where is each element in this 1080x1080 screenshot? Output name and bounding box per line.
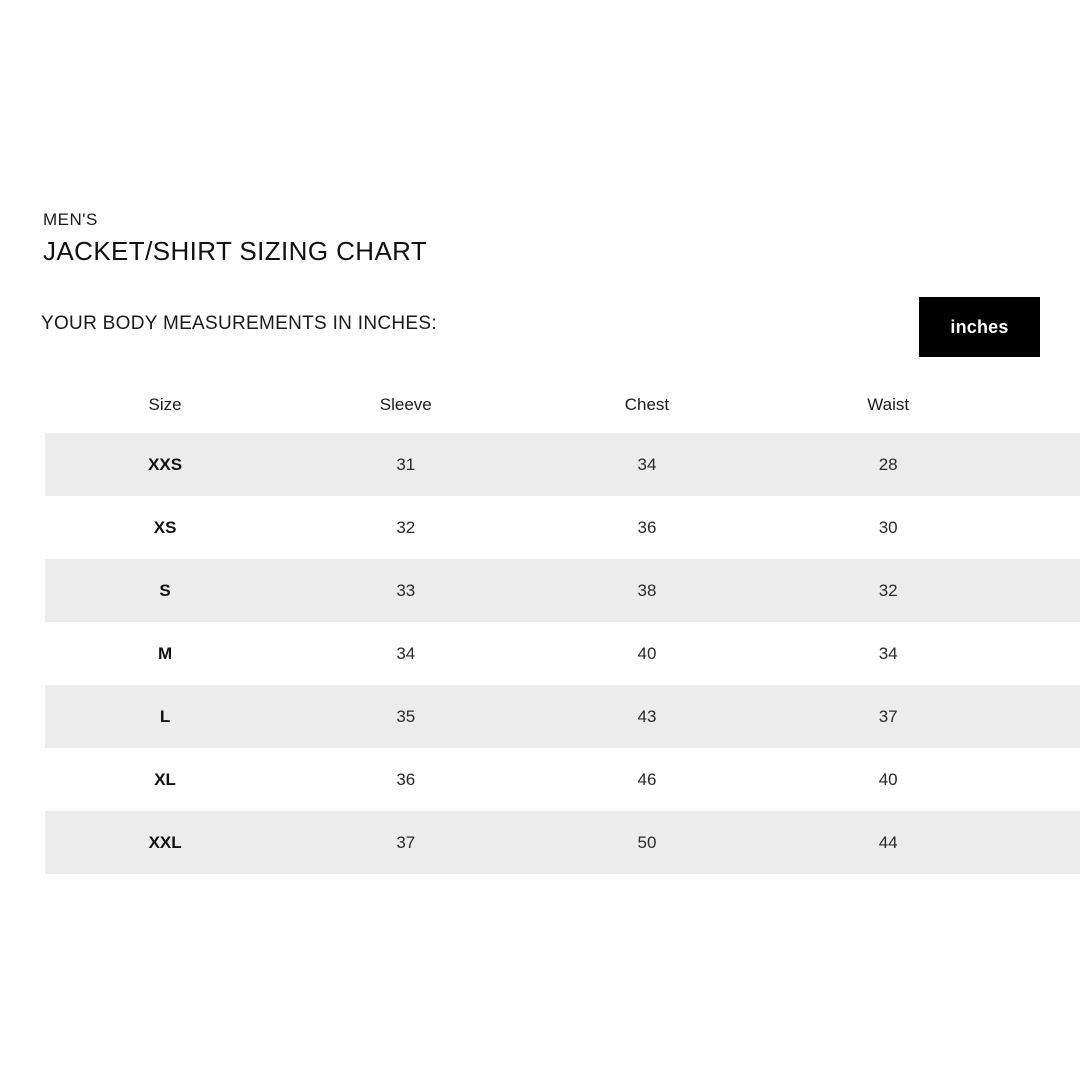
cell-size: XL [45, 748, 285, 811]
cell-waist: 30 [768, 496, 1009, 559]
cell-size: L [45, 685, 285, 748]
cell-chest: 36 [526, 496, 767, 559]
table-row [45, 811, 1080, 874]
measurements-subtitle: YOUR BODY MEASUREMENTS IN INCHES: [41, 313, 437, 334]
cell-chest: 50 [526, 811, 767, 874]
cell-sleeve: 36 [285, 748, 526, 811]
table-row [45, 748, 1080, 811]
cell-size: M [45, 622, 285, 685]
cell-size: XXS [45, 433, 285, 496]
table-row [45, 685, 1080, 748]
sizing-table-container [45, 385, 1080, 874]
table-row [45, 559, 1080, 622]
table-row [45, 496, 1080, 559]
cell-size: XS [45, 496, 285, 559]
chart-header [43, 208, 427, 268]
column-header-waist: Waist [768, 385, 1009, 433]
cell-sleeve: 34 [285, 622, 526, 685]
category-eyebrow: MEN'S [43, 210, 98, 229]
cell-chest: 38 [526, 559, 767, 622]
cell-sleeve: 33 [285, 559, 526, 622]
cell-chest: 34 [526, 433, 767, 496]
sizing-table [45, 385, 1080, 874]
cell-waist: 28 [768, 433, 1009, 496]
cell-extra [1009, 433, 1080, 496]
column-header-chest: Chest [526, 385, 767, 433]
cell-extra [1009, 622, 1080, 685]
cell-waist: 34 [768, 622, 1009, 685]
cell-extra [1009, 748, 1080, 811]
cell-size: S [45, 559, 285, 622]
cell-extra [1009, 811, 1080, 874]
cell-sleeve: 35 [285, 685, 526, 748]
cell-waist: 40 [768, 748, 1009, 811]
unit-toggle-inches[interactable] [919, 297, 1040, 357]
column-header-sleeve: Sleeve [285, 385, 526, 433]
column-header-extra [1009, 385, 1080, 433]
cell-extra [1009, 496, 1080, 559]
unit-toggle-label: inches [950, 316, 1009, 337]
cell-extra [1009, 559, 1080, 622]
column-header-size: Size [45, 385, 285, 433]
cell-waist: 32 [768, 559, 1009, 622]
cell-chest: 40 [526, 622, 767, 685]
cell-waist: 37 [768, 685, 1009, 748]
cell-sleeve: 31 [285, 433, 526, 496]
page-title: JACKET/SHIRT SIZING CHART [43, 236, 428, 266]
table-row [45, 433, 1080, 496]
table-row [45, 622, 1080, 685]
cell-waist: 44 [768, 811, 1009, 874]
cell-extra [1009, 685, 1080, 748]
cell-sleeve: 37 [285, 811, 526, 874]
table-header-row [45, 385, 1080, 433]
cell-chest: 43 [526, 685, 767, 748]
cell-sleeve: 32 [285, 496, 526, 559]
cell-size: XXL [45, 811, 285, 874]
cell-chest: 46 [526, 748, 767, 811]
